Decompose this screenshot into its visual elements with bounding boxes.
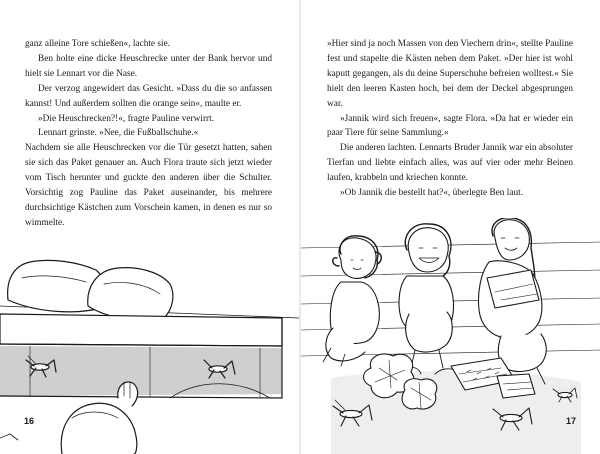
paragraph: »Hier sind ja noch Massen von den Viechern drin«, stellte Pauline fest und stapelte die Kästen neben dem Paket. »Der hier ist wohl kaputt gegangen, als du deine Superschuhe befreien wolltest.« Sie hielt den leeren Kasten hoch, bei dem der Deckel abgesprungen war. bbox=[327, 39, 573, 109]
page-number: 16 bbox=[24, 416, 35, 426]
paragraph: Nachdem sie alle Heuschrecken vor die Tür gesetzt hatten, sahen sie sich das Paket genauer an. Auch Flora traute sich jetzt wieder vom Tisch herunter und guckte den anderen über die Schulter. Vorsichtig zog Pauline das Paket auseinander, bis mehrere durchsichtige Kästchen zum Vorschein kamen, in denen es nur so wimmelte. bbox=[25, 143, 272, 228]
right-illustration bbox=[301, 218, 600, 454]
right-page bbox=[301, 0, 600, 454]
paragraph: Der verzog angewidert das Gesicht. »Dass du die so anfassen kannst! Und außerdem sollten die orange sein«, maulte er. bbox=[25, 83, 272, 109]
paragraph: Die anderen lachten. Lennarts Bruder Jannik war ein absoluter Tierfan und liebte einfach alles, was auf vier oder mehr Beinen laufen, krabbeln und kriechen konnte. bbox=[327, 143, 573, 184]
page-number: 17 bbox=[565, 416, 576, 426]
left-page bbox=[0, 0, 299, 454]
paragraph: »Jannik wird sich freuen«, sagte Flora. »Da hat er wieder ein paar Tiere für seine Sammlung.« bbox=[327, 113, 573, 139]
left-page-text bbox=[25, 37, 272, 231]
paragraph: Ben holte eine dicke Heuschrecke unter der Bank hervor und hielt sie Lennart vor die Nase. bbox=[25, 53, 272, 79]
paragraph: »Ob Jannik die bestellt hat?«, überlegte Ben laut. bbox=[340, 188, 524, 199]
left-illustration bbox=[0, 248, 299, 454]
paragraph: ganz alleine Tore schießen«, lachte sie. bbox=[25, 39, 171, 49]
paragraph: Lennart grinste. »Nee, die Fußballschuhe.« bbox=[38, 128, 199, 139]
paragraph: »Die Heuschrecken?!«, fragte Pauline verwirrt. bbox=[38, 113, 215, 124]
right-page-text bbox=[327, 37, 573, 201]
